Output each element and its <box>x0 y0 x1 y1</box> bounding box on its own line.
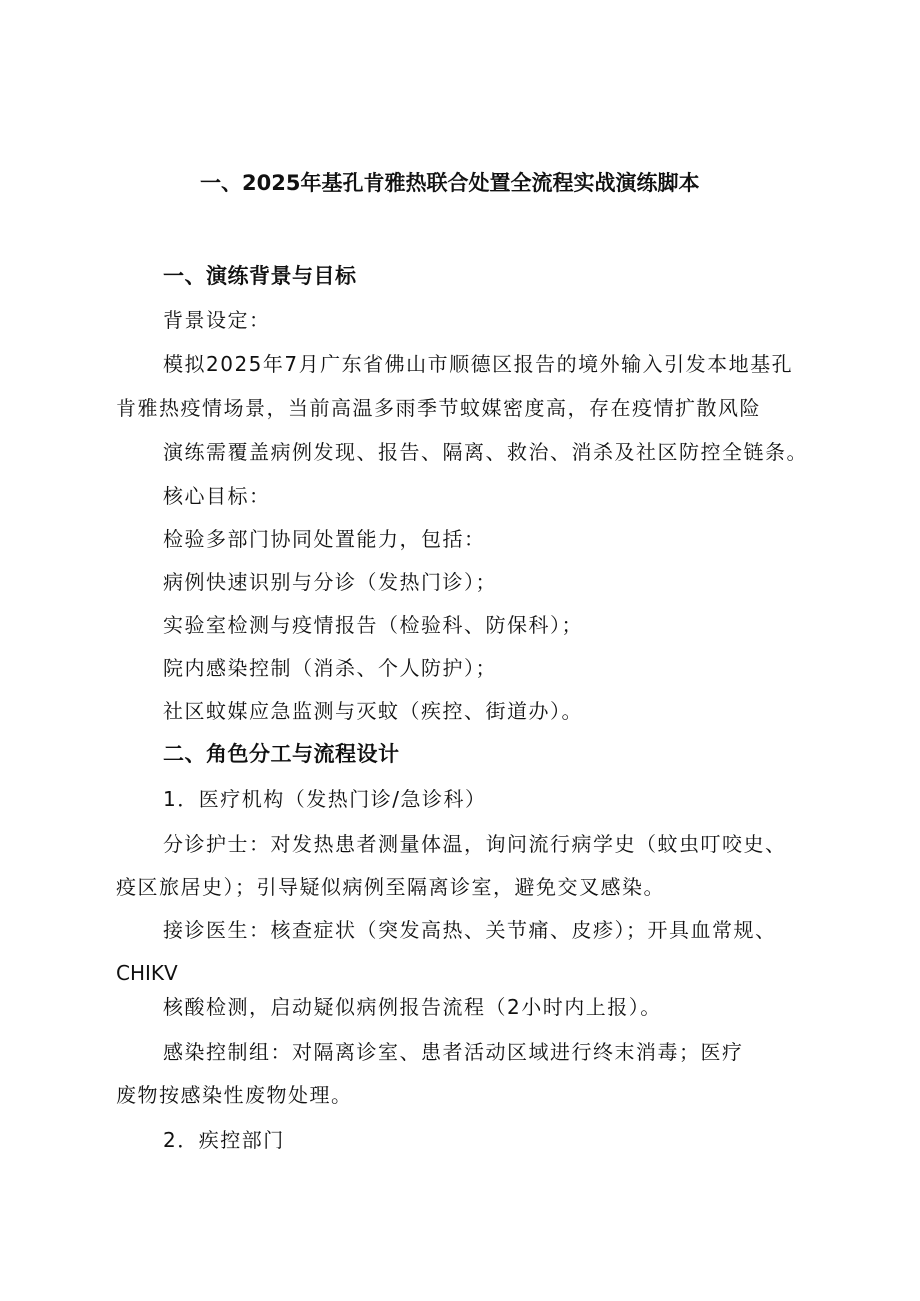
item-title-cdc: 2．疾控部门 <box>163 1128 285 1152</box>
paragraph-line: 演练需覆盖病例发现、报告、隔离、救治、消杀及社区防控全链条。 <box>163 440 808 464</box>
goal-line: 检验多部门协同处置能力，包括： <box>163 527 486 551</box>
item-line: 疫区旅居史）；引导疑似病例至隔离诊室，避免交叉感染。 <box>116 875 665 899</box>
goal-line: 病例快速识别与分诊（发热门诊）； <box>163 570 497 594</box>
item-line: CHIKV <box>116 961 178 985</box>
item-line: 废物按感染性废物处理。 <box>116 1083 353 1107</box>
item-line: 接诊医生：核查症状（突发高热、关节痛、皮疹）；开具血常规、 <box>163 918 777 942</box>
item-line: 分诊护士：对发热患者测量体温，询问流行病学史（蚊虫叮咬史、 <box>163 832 787 856</box>
goal-line: 实验室检测与疫情报告（检验科、防保科）； <box>163 613 583 637</box>
item-line: 感染控制组：对隔离诊室、患者活动区域进行终末消毒；医疗 <box>163 1040 744 1064</box>
paragraph-line: 肯雅热疫情场景，当前高温多雨季节蚊媒密度高，存在疫情扩散风险 <box>116 396 761 420</box>
item-title-medical: 1．医疗机构（发热门诊/急诊科） <box>163 787 487 811</box>
goal-line: 社区蚊媒应急监测与灭蚊（疾控、街道办）。 <box>163 699 583 723</box>
section-heading-background: 一、演练背景与目标 <box>163 264 357 288</box>
item-line: 核酸检测，启动疑似病例报告流程（2小时内上报）。 <box>163 995 662 1019</box>
paragraph-line: 模拟2025年7月广东省佛山市顺德区报告的境外输入引发本地基孔 <box>163 352 794 376</box>
section-heading-roles: 二、角色分工与流程设计 <box>163 742 400 766</box>
goal-line: 院内感染控制（消杀、个人防护）； <box>163 656 497 680</box>
document-title: 一、2025年基孔肯雅热联合处置全流程实战演练脚本 <box>200 171 700 195</box>
background-label: 背景设定： <box>163 308 271 332</box>
goal-label: 核心目标： <box>163 484 271 508</box>
